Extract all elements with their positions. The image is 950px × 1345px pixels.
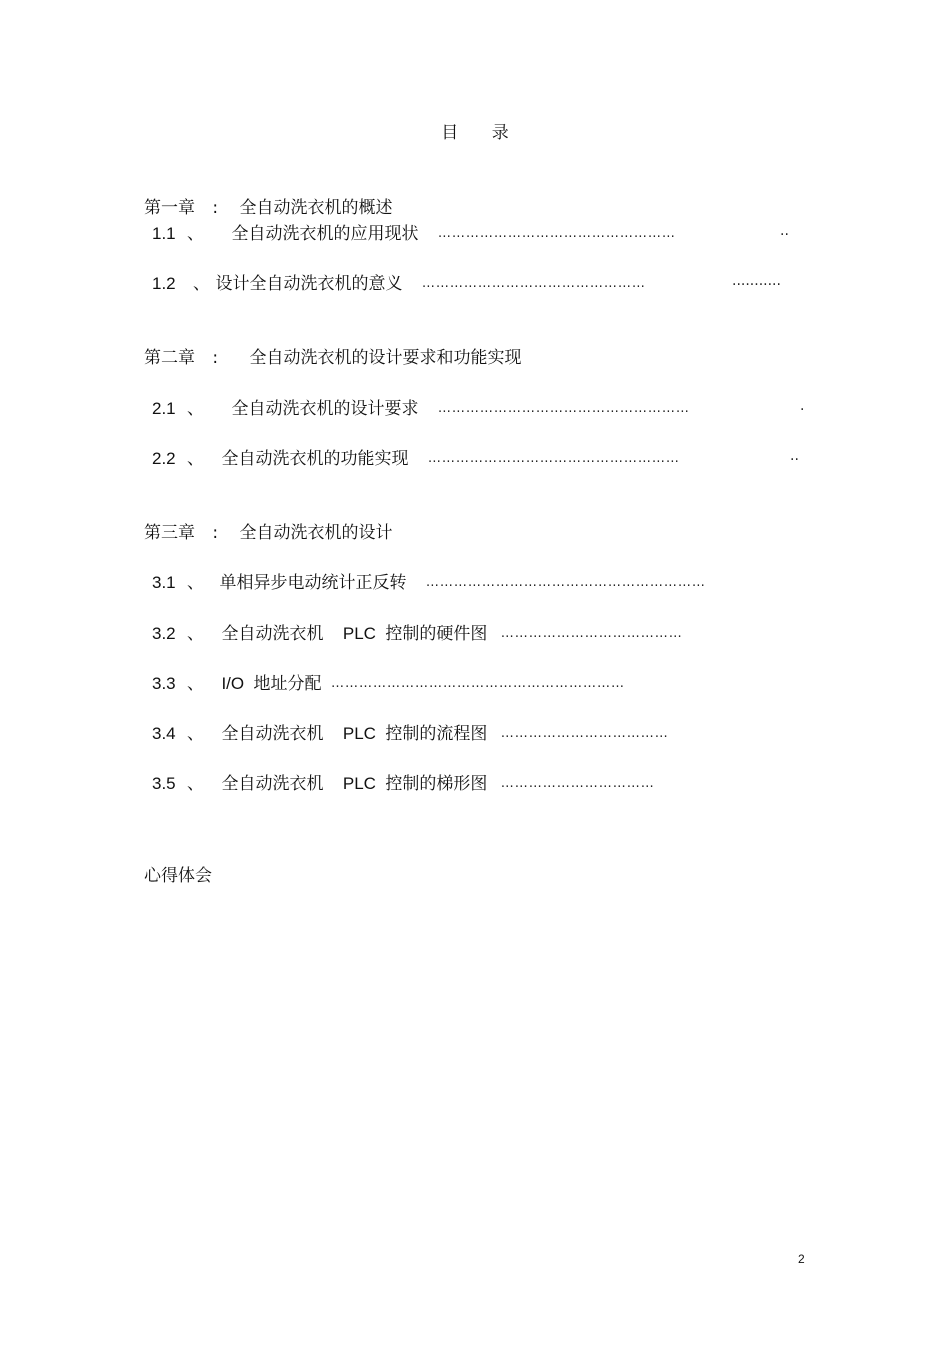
entry-number: 3.2 bbox=[152, 624, 176, 643]
entry-text-suffix: 控制的硬件图 bbox=[385, 624, 488, 644]
dot-leader: ………………………………… bbox=[500, 626, 683, 641]
toc-entry-3-3 bbox=[152, 669, 625, 694]
toc-entry-2-1 bbox=[152, 394, 805, 419]
entry-text: 单相异步电动统计正反转 bbox=[219, 573, 407, 593]
page-ref-dots: . bbox=[800, 398, 805, 414]
chapter-title: 全自动洗衣机的设计要求和功能实现 bbox=[249, 348, 522, 368]
entry-text-suffix: 控制的流程图 bbox=[385, 724, 488, 744]
entry-separator: 、 bbox=[187, 224, 205, 244]
chapter-colon: : bbox=[212, 198, 219, 218]
entry-text-prefix: 全自动洗衣机 bbox=[221, 774, 324, 794]
entry-number: 3.1 bbox=[152, 573, 176, 592]
dot-leader: …………………………………………… bbox=[437, 226, 676, 241]
entry-number: 2.1 bbox=[152, 399, 176, 418]
chapter-2-heading bbox=[144, 343, 522, 368]
entry-number: 1.2 bbox=[152, 274, 176, 293]
toc-entry-2-2 bbox=[152, 444, 799, 469]
dot-leader: ……………………………………………… bbox=[437, 401, 690, 416]
entry-separator: 、 bbox=[187, 674, 205, 694]
entry-text-plc: PLC bbox=[342, 624, 376, 643]
entry-separator: 、 bbox=[187, 399, 205, 419]
page-number: 2 bbox=[798, 1252, 805, 1266]
page-ref-dots: ........... bbox=[732, 273, 781, 289]
entry-text-prefix: 全自动洗衣机 bbox=[221, 724, 324, 744]
chapter-title: 全自动洗衣机的概述 bbox=[239, 198, 393, 218]
toc-entry-1-1 bbox=[152, 219, 789, 244]
page-ref-dots: .. bbox=[790, 448, 799, 464]
toc-entry-3-2 bbox=[152, 619, 683, 644]
entry-separator: 、 bbox=[187, 573, 205, 593]
entry-text: 全自动洗衣机的应用现状 bbox=[231, 224, 419, 244]
dot-leader: …………………………… bbox=[500, 776, 655, 791]
entry-separator: 、 bbox=[187, 449, 205, 469]
entry-text-suffix: 控制的梯形图 bbox=[385, 774, 488, 794]
toc-entry-3-4 bbox=[152, 719, 669, 744]
toc-entry-3-1 bbox=[152, 568, 706, 593]
chapter-number: 第三章 bbox=[144, 523, 195, 543]
entry-number: 2.2 bbox=[152, 449, 176, 468]
entry-number: 3.3 bbox=[152, 674, 176, 693]
dot-leader: ……………………………… bbox=[500, 726, 669, 741]
chapter-colon: : bbox=[212, 523, 219, 543]
chapter-number: 第一章 bbox=[144, 198, 195, 218]
entry-text-suffix: 地址分配 bbox=[253, 674, 322, 694]
dot-leader: …………………………………………………… bbox=[425, 575, 706, 590]
toc-entry-1-2 bbox=[152, 269, 781, 294]
chapter-colon: : bbox=[212, 348, 219, 368]
entry-separator: 、 bbox=[193, 274, 211, 294]
toc-title: 目 录 bbox=[441, 123, 523, 143]
entry-text-io: I/O bbox=[221, 674, 245, 693]
entry-number: 1.1 bbox=[152, 224, 176, 243]
entry-number: 3.5 bbox=[152, 774, 176, 793]
chapter-1-heading bbox=[144, 193, 393, 218]
dot-leader: ………………………………………… bbox=[421, 276, 646, 291]
entry-text-plc: PLC bbox=[342, 724, 376, 743]
entry-text-prefix: 全自动洗衣机 bbox=[221, 624, 324, 644]
entry-number: 3.4 bbox=[152, 724, 176, 743]
page-ref-dots: .. bbox=[780, 223, 789, 239]
closing-section-heading: 心得体会 bbox=[144, 866, 212, 886]
chapter-3-heading bbox=[144, 518, 393, 543]
entry-text: 设计全自动洗衣机的意义 bbox=[215, 274, 403, 294]
entry-text: 全自动洗衣机的功能实现 bbox=[221, 449, 409, 469]
entry-text: 全自动洗衣机的设计要求 bbox=[231, 399, 419, 419]
entry-separator: 、 bbox=[187, 724, 205, 744]
dot-leader: ……………………………………………… bbox=[427, 451, 680, 466]
entry-separator: 、 bbox=[187, 624, 205, 644]
chapter-title: 全自动洗衣机的设计 bbox=[239, 523, 393, 543]
toc-entry-3-5 bbox=[152, 769, 655, 794]
entry-text-plc: PLC bbox=[342, 774, 376, 793]
chapter-number: 第二章 bbox=[144, 348, 195, 368]
dot-leader: ……………………………………………………… bbox=[330, 676, 625, 691]
entry-separator: 、 bbox=[187, 774, 205, 794]
